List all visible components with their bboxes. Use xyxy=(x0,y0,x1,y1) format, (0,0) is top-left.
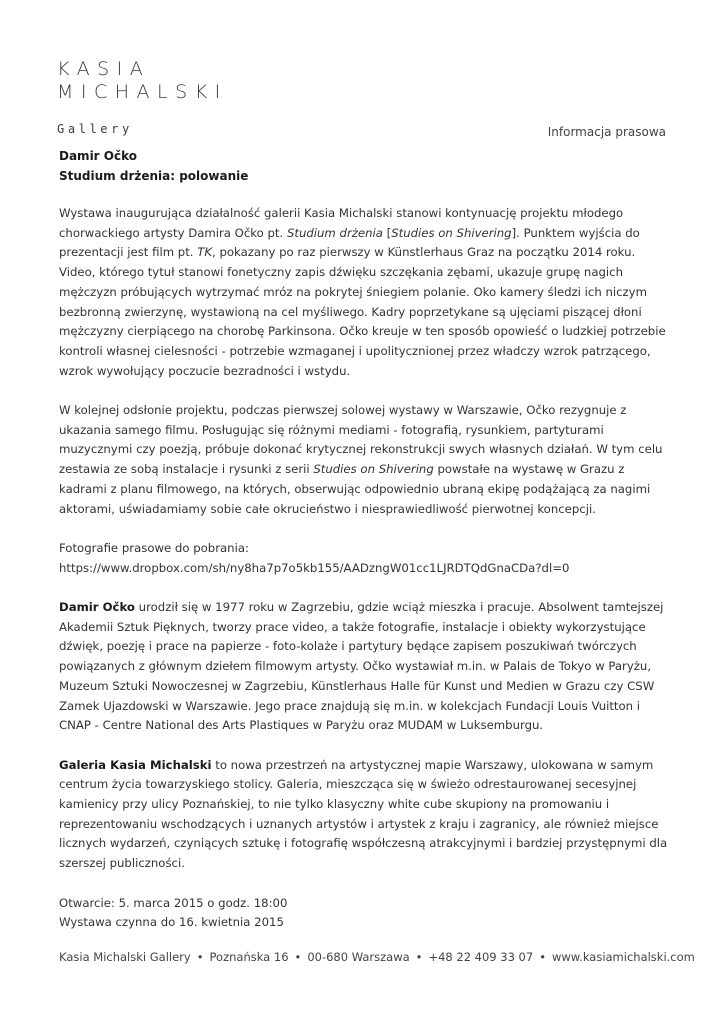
press-release-body xyxy=(59,204,671,933)
p1-text-b: [ xyxy=(382,225,392,240)
artist-name-heading: Damir Očko xyxy=(59,149,137,163)
gallery-info-name: Galeria Kasia Michalski xyxy=(59,757,212,772)
paragraph-press-photos xyxy=(59,539,671,578)
p1-text-c: ]. Punktem wyjścia do prezentacji jest film pt. xyxy=(59,225,640,260)
footer-contact xyxy=(59,950,695,964)
footer-separator: • xyxy=(415,950,423,964)
p2-text-b: powstałe na wystawę w Grazu z kadrami z planu filmowego, na których, obserwując odpowiednio ubraną ekipę podążającą za nagimi aktorami, uświadamiamy sobie całe okrucieństwo i niesprawiedliwość pierwotnej koncepcji. xyxy=(59,462,651,516)
gallery-logo xyxy=(57,58,228,136)
footer-separator: • xyxy=(539,950,546,964)
logo-gallery-label: Gallery xyxy=(57,122,133,136)
dropbox-link[interactable]: https://www.dropbox.com/sh/ny8ha7p7o5kb155/AADzngW01cc1LJRDTQdGnaCDa?dl=0 xyxy=(59,560,570,575)
p1-italic-english-title: Studies on Shivering xyxy=(391,225,512,240)
footer-separator: • xyxy=(294,950,302,964)
title-block xyxy=(59,146,248,186)
p1-italic-title: Studium drżenia xyxy=(286,225,383,240)
footer-street: Poznańska 16 xyxy=(209,950,289,964)
logo-line-michalski: MICHALSKI xyxy=(57,81,228,103)
p2-text-a: W kolejnej odsłonie projektu, podczas pierwszej solowej wystawy w Warszawie, Očko rezygnuje z ukazania samego filmu. Posługując się różnymi mediami - fotografią, rysunkiem, partyturami muzycznymi czy poezją, próbuje dokonać krytycznej rekonstrukcji swych własnych działań. W tym celu zestawia ze sobą instalacje i rysunki z serii xyxy=(59,403,663,477)
footer-city: 00-680 Warszawa xyxy=(307,950,410,964)
exhibition-title: Studium drżenia: polowanie xyxy=(59,169,249,183)
footer-phone: +48 22 409 33 07 xyxy=(428,950,534,964)
paragraph-intro xyxy=(59,204,671,381)
footer-website-link[interactable]: www.kasiamichalski.com xyxy=(552,950,695,964)
paragraph-warsaw-show xyxy=(59,401,671,519)
press-release-label: Informacja prasowa xyxy=(547,125,666,139)
footer-separator: • xyxy=(196,950,204,964)
paragraph-artist-bio xyxy=(59,598,671,736)
gallery-info-text: to nowa przestrzeń na artystycznej mapie Warszawy, ulokowana w samym centrum życia towarzyskiego stolicy. Galeria, mieszcząca się w świeżo odrestaurowanej secesyjnej kamienicy przy ulicy Poznańskiej, to nie tylko klasyczny white cube skupiony na promowaniu i reprezentowaniu wschodzących i uznanych artystów i artystek z kraju i zagranicy, ale również miejsce licznych wydarzeń, czyniących sztukę i fotografię współczesną atrakcyjnymi i bardziej przystępnymi dla szerszej publiczności. xyxy=(59,757,668,871)
p1-text-d: , pokazany po raz pierwszy w Künstlerhaus Graz na początku 2014 roku. Video, którego tytuł stanowi fonetyczny zapis dźwięku szczękania zębami, ukazuje grupę nagich mężczyzn próbujących wytrzymać mróz na pokrytej śniegiem polanie. Oko kamery śledzi ich niczym bezbronną zwierzynę, wystawioną na cel myśliwego. Kadry poprzetykane są ujęciami piszącej dłoni mężczyzny cierpiącego na chorobę Parkinsona. Očko kreuje w ten sposób opowieść o ludzkiej potrzebie kontroli własnej cielesności - potrzebie wzmaganej i upolitycznionej przez władczy wzrok patrzącego, wzrok wywołujący poczucie bezradności i wstydu. xyxy=(59,245,666,378)
press-photos-label: Fotografie prasowe do pobrania: xyxy=(59,540,249,555)
paragraph-gallery-info xyxy=(59,756,671,874)
closing-date: Wystawa czynna do 16. kwietnia 2015 xyxy=(59,915,284,930)
logo-line-kasia: KASIA xyxy=(57,58,151,80)
artist-bio-name: Damir Očko xyxy=(59,600,135,615)
opening-date: Otwarcie: 5. marca 2015 o godz. 18:00 xyxy=(59,895,288,910)
p1-text-a: Wystawa inaugurująca działalność galerii Kasia Michalski stanowi kontynuację projektu młodego chorwackiego artysty Damira Očko pt. xyxy=(59,206,624,240)
footer-gallery-name: Kasia Michalski Gallery xyxy=(59,950,191,964)
p1-italic-film-title: TK xyxy=(197,245,213,260)
paragraph-dates xyxy=(59,894,671,933)
p2-italic-series-title: Studies on Shivering xyxy=(313,462,434,477)
artist-bio-text: urodził się w 1977 roku w Zagrzebiu, gdzie wciąż mieszka i pracuje. Absolwent tamtejszej Akademii Sztuk Pięknych, tworzy prace video, a także fotografie, instalacje i obiekty wykorzystujące dźwięk, poezję i prace na papierze - foto-kolaże i partytury będące zapisem poszukiwań twórczych powiązanych z głównym dziełem filmowym artysty. Očko wystawiał m.in. w Palais de Tokyo w Paryżu, Muzeum Sztuki Nowoczesnej w Zagrzebiu, Künstlerhaus Halle für Kunst und Medien w Grazu czy CSW Zamek Ujazdowski w Warszawie. Jego prace znajdują się m.in. w kolekcjach Fundacji Louis Vuitton i CNAP - Centre National des Arts Plastiques w Paryżu oraz MUDAM w Luksemburgu. xyxy=(59,600,664,733)
